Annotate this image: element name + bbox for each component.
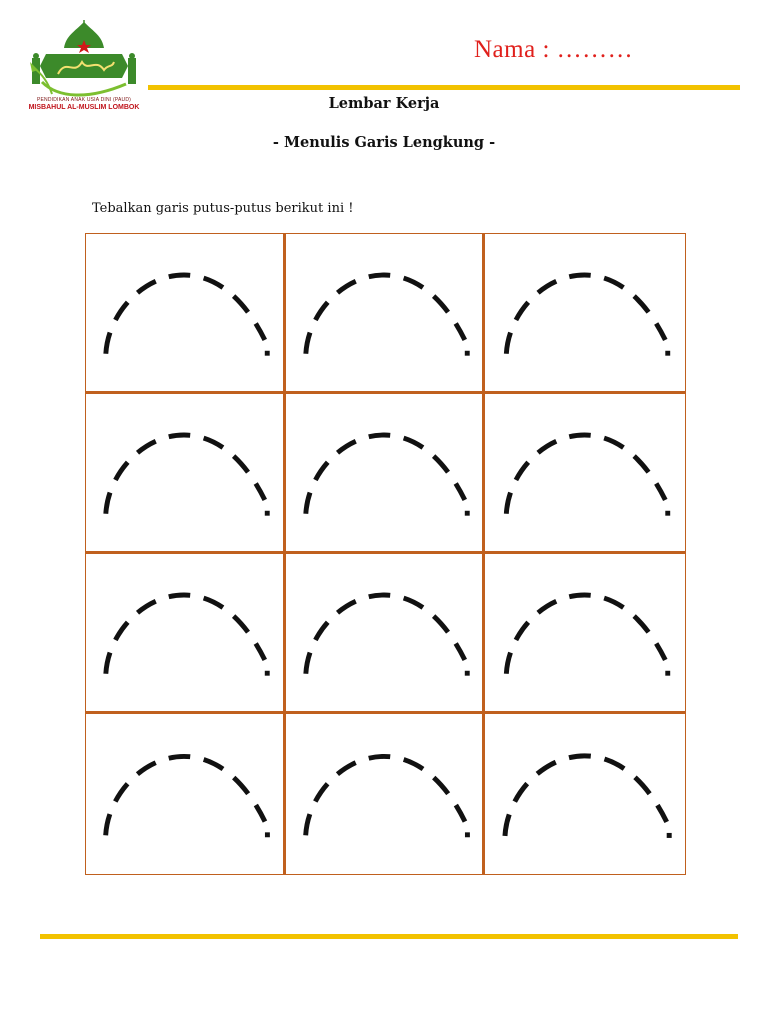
tracing-cell (485, 554, 685, 714)
dashed-arc-icon (86, 394, 283, 551)
bottom-divider (40, 934, 738, 939)
dashed-arc-icon (286, 554, 483, 711)
dashed-arc-icon (485, 554, 685, 711)
tracing-cell (86, 714, 286, 874)
dashed-arc-icon (485, 234, 685, 391)
tracing-cell (485, 234, 685, 394)
top-divider (148, 85, 740, 90)
instruction-text: Tebalkan garis putus-putus berikut ini ! (92, 201, 354, 216)
dashed-arc-icon (485, 714, 685, 874)
page-title: Lembar Kerja (328, 95, 440, 112)
tracing-cell (286, 554, 486, 714)
tracing-cell (86, 554, 286, 714)
dashed-arc-icon (86, 554, 283, 711)
dashed-arc-icon (286, 234, 483, 391)
tracing-cell (286, 394, 486, 554)
tracing-cell (286, 714, 486, 874)
logo-caption-line1: PENDIDIKAN ANAK USIA DINI (PAUD) (36, 97, 132, 103)
dashed-arc-icon (86, 234, 283, 391)
dashed-arc-icon (286, 714, 483, 874)
tracing-cell (86, 234, 286, 394)
name-field-label: Nama : ……… (474, 36, 634, 63)
tracing-cell (485, 714, 685, 874)
logo-caption-line2: MISBAHUL AL-MUSLIM LOMBOK (28, 104, 140, 111)
tracing-cell (485, 394, 685, 554)
dashed-arc-icon (86, 714, 283, 874)
dashed-arc-icon (286, 394, 483, 551)
tracing-cell (86, 394, 286, 554)
tracing-cell (286, 234, 486, 394)
page-subtitle: - Menulis Garis Lengkung - (272, 134, 496, 151)
tracing-grid (85, 233, 686, 875)
dashed-arc-icon (485, 394, 685, 551)
